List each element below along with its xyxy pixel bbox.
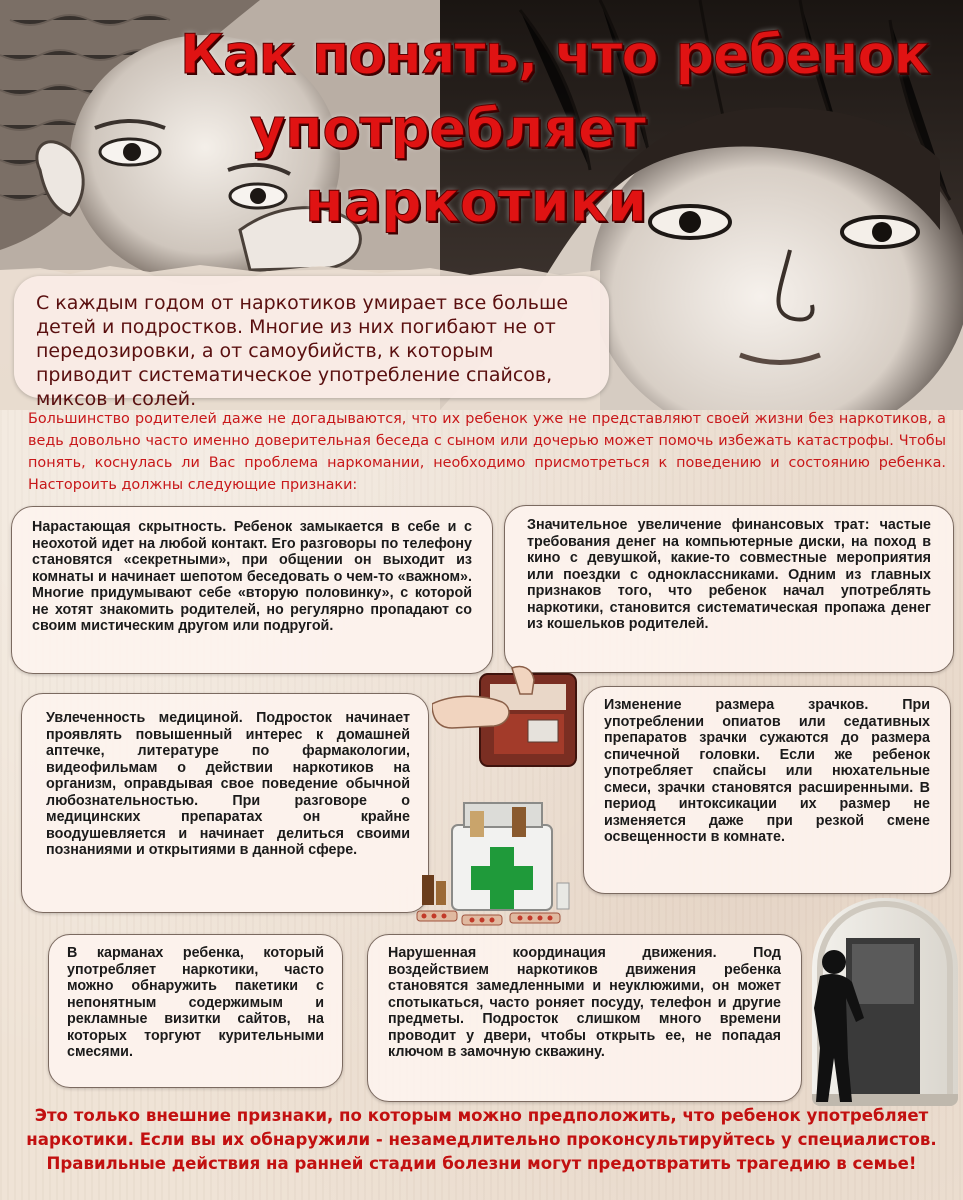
- lead-paragraph: Большинство родителей даже не догадываются, что их ребенок уже не представляют своей жизни без наркотиков, а ведь довольно часто именно доверительная беседа с сыном или дочерью может помочь избежать катастрофы. Чтобы понять, коснулась ли Вас проблема наркомании, необходимо присмотреться к поведению и состоянию ребенка. Настороить должны следующие признаки:: [28, 411, 946, 493]
- sign-card-pockets: В карманах ребенка, который употребляет наркотики, часто можно обнаружить пакетики с непонятным содержимым и рекламные визитки сайтов, на которых торгуют курительными смесями.: [48, 934, 343, 1088]
- title-line-2: употребляет: [250, 97, 647, 160]
- sign-card-coordination: Нарушенная координация движения. Под воздействием наркотиков движения ребенка становятся замедленными и неуклюжими, он может спотыкаться, часто роняет посуду, телефон и другие предметы. Подросток слишком много времени проводит у двери, чтобы открыть ее, не попадая ключом в замочную скважину.: [367, 934, 802, 1102]
- title-line-3: наркотики: [305, 170, 647, 235]
- first-aid-kit-illustration: [412, 795, 582, 935]
- sign-card-secrecy: Нарастающая скрытность. Ребенок замыкается в себе и с неохотой идет на любой контакт. Его разговоры по телефону становятся «секретными», при общении он выходит из комнаты и начинает шепотом беседовать о чем-то «важном». Многие придумывают себе «вторую половинку», с которой не хотят знакомить родителей, но регулярно пропадают со своим мистическим другом или подругой.: [11, 506, 493, 674]
- wallet-illustration: [432, 664, 582, 776]
- intro-text: С каждым годом от наркотиков умирает все больше детей и подростков. Многие из них погибают не от передозировки, а от самоубийств, к которым приводит систематическое употребление спайсов, миксов и солей.: [14, 276, 609, 398]
- person-at-door-illustration: [812, 898, 958, 1106]
- sign-card-finances: Значительное увеличение финансовых трат: частые требования денег на компьютерные диски, на поход в кино с девушкой, какие-то совместные мероприятия или поездки с одноклассниками. Одним из главных признаков того, что ребенок начал употреблять наркотики, становится систематическая пропажа денег из кошельков родителей.: [504, 505, 954, 673]
- page-title: [150, 18, 950, 240]
- title-line-1: Как понять, что ребенок: [180, 23, 930, 86]
- sign-card-medicine: Увлеченность медициной. Подросток начинает проявлять повышенный интерес к домашней аптечке, литературе по фармакологии, видеофильмам о действии наркотиков на организм, оправдывая свое поведение обычной любознательностью. При разговоре о медицинских препаратах он крайне воодушевляется и начинает делиться своими познаниями и открытиями в данной сфере.: [21, 693, 429, 913]
- sign-card-pupils: Изменение размера зрачков. При употреблении опиатов или седативных препаратов зрачки сужаются до размера спичечной головки. Если же ребенок употребляет спайсы или нюхательные смеси, зрачки становятся расширенными. В период интоксикации их размер не изменяется даже при резкой смене освещенности в комнате.: [583, 686, 951, 894]
- closing-text: Это только внешние признаки, по которым можно предположить, что ребенок употребляет наркотики. Если вы их обнаружили - незамедлительно проконсультируйтесь у специалистов. Правильные действия на ранней стадии болезни могут предотвратить трагедию в семье!: [26, 1106, 937, 1173]
